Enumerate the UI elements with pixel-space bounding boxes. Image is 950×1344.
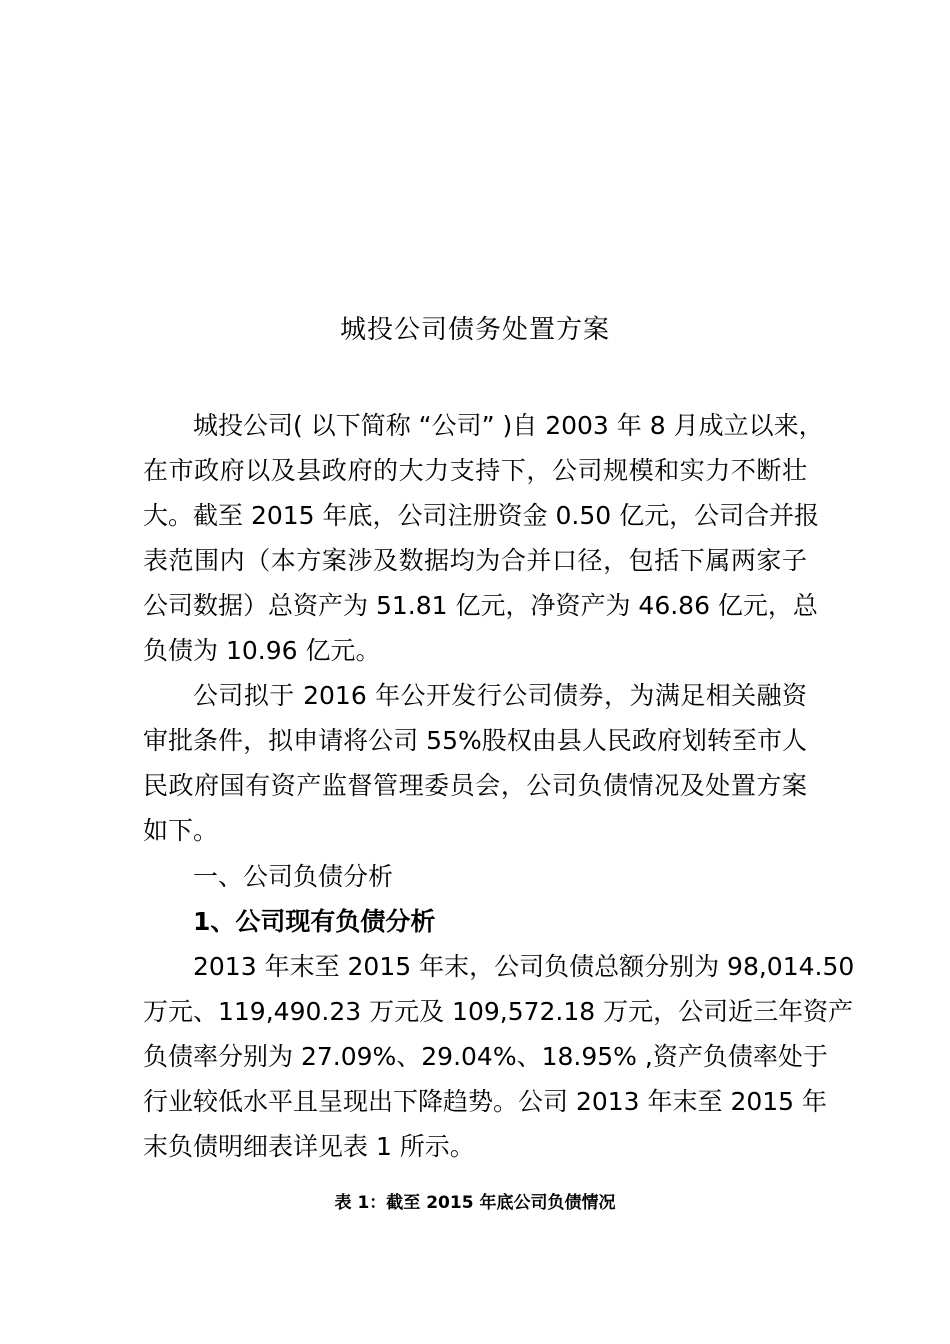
paragraph-1-line-2: 在市政府以及县政府的大力支持下，公司规模和实力不断壮 (143, 456, 807, 485)
table-caption: 表 1：截至 2015 年底公司负债情况 (334, 1193, 616, 1213)
paragraph-1-line-6: 负债为 10.96 亿元。 (143, 636, 381, 665)
paragraph-3-line-3: 负债率分别为 27.09%、29.04%、18.95% ,资产负债率处于 (143, 1042, 828, 1071)
section-heading: 一、公司负债分析 (193, 862, 394, 891)
paragraph-2-line-3: 民政府国有资产监督管理委员会，公司负债情况及处置方案 (143, 771, 807, 800)
paragraph-3-line-5: 末负债明细表详见表 1 所示。 (143, 1132, 475, 1161)
paragraph-3-line-1: 2013 年末至 2015 年末，公司负债总额分别为 98,014.50 (193, 952, 855, 981)
paragraph-1-line-3: 大。截至 2015 年底，公司注册资金 0.50 亿元，公司合并报 (143, 501, 820, 530)
paragraph-2-line-1: 公司拟于 2016 年公开发行公司债券，为满足相关融资 (193, 681, 807, 710)
document-title: 城投公司债务处置方案 (339, 315, 610, 345)
paragraph-1-line-5: 公司数据）总资产为 51.81 亿元，净资产为 46.86 亿元，总 (143, 591, 818, 620)
paragraph-3-line-2: 万元、119,490.23 万元及 109,572.18 万元，公司近三年资产 (143, 997, 854, 1026)
paragraph-2-line-4: 如下。 (143, 816, 219, 845)
paragraph-1-line-1: 城投公司( 以下简称 “公司” )自 2003 年 8 月成立以来， (193, 411, 824, 440)
paragraph-2-line-2: 审批条件，拟申请将公司 55%股权由县人民政府划转至市人 (143, 726, 807, 755)
paragraph-3-line-4: 行业较低水平且呈现出下降趋势。公司 2013 年末至 2015 年 (143, 1087, 828, 1116)
paragraph-1-line-4: 表范围内（本方案涉及数据均为合并口径，包括下属两家子 (143, 546, 807, 575)
subsection-heading: 1、公司现有负债分析 (193, 907, 436, 936)
